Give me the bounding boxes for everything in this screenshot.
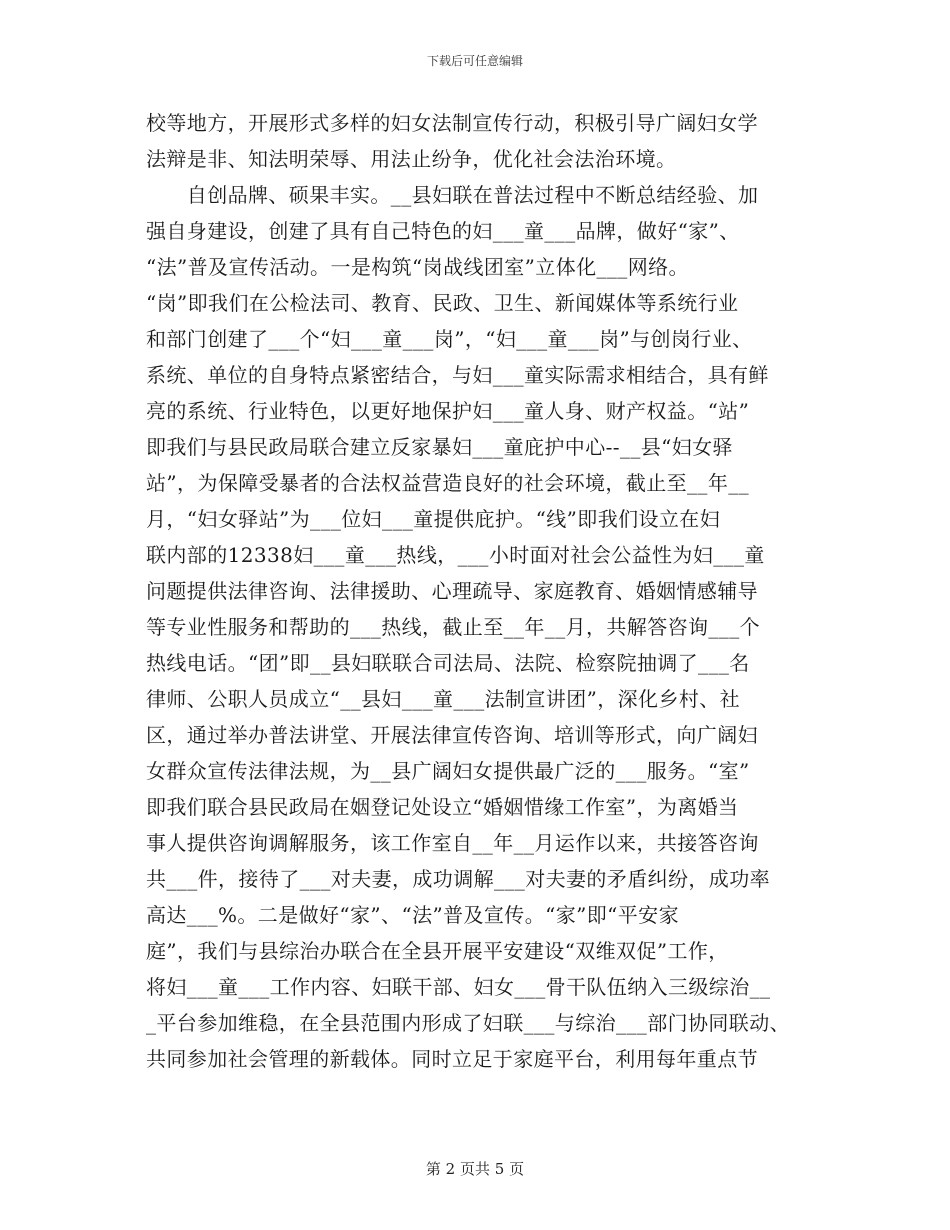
text-line: 强自身建设，创建了具有自己特色的妇___童___品牌，做好“家”、	[146, 219, 740, 243]
text-line: 亮的系统、行业特色，以更好地保护妇___童人身、财产权益。“站”	[146, 399, 750, 423]
text-line: “法”普及宣传活动。一是构筑“岗战线团室”立体化___网络。	[146, 255, 689, 279]
text-line: 将妇___童___工作内容、妇联干部、妇女___骨干队伍纳入三级综治__	[146, 975, 771, 999]
text-line: 律师、公职人员成立“__县妇___童___法制宣讲团”，深化乡村、社	[146, 687, 741, 711]
text-line: 站”，为保障受暴者的合法权益营造良好的社会环境，截止至__年__	[146, 471, 750, 495]
text-line: 高达___%。二是做好“家”、“法”普及宣传。“家”即“平安家	[146, 903, 679, 927]
text-line: 法辩是非、知法明荣辱、用法止纷争，优化社会法治环境。	[146, 147, 677, 171]
document-body	[146, 105, 806, 1077]
text-line: 事人提供咨询调解服务，该工作室自__年__月运作以来，共接答咨询	[146, 831, 759, 855]
text-line: 共同参加社会管理的新载体。同时立足于家庭平台，利用每年重点节	[146, 1047, 758, 1071]
page-number: 第 2 页共 5 页	[425, 1160, 525, 1178]
text-line: 即我们联合县民政局在姻登记处设立“婚姻惜缘工作室”，为离婚当	[146, 795, 739, 819]
text-line: “岗”即我们在公检法司、教育、民政、卫生、新闻媒体等系统行业	[146, 291, 739, 315]
text-line: 女群众宣传法律法规，为__县广阔妇女提供最广泛的___服务。“室”	[146, 759, 750, 783]
text-line: 校等地方，开展形式多样的妇女法制宣传行动，积极引导广阔妇女学	[146, 111, 758, 135]
text-line: 区，通过举办普法讲堂、开展法律宣传咨询、培训等形式，向广阔妇	[146, 723, 758, 747]
text-line: 月，“妇女驿站”为___位妇___童提供庇护。“线”即我们设立在妇	[146, 507, 721, 531]
text-line: 和部门创建了___个“妇___童___岗”，“妇___童___岗”与创岗行业、	[146, 327, 753, 351]
text-line: 问题提供法律咨询、法律援助、心理疏导、家庭教育、婚姻情感辅导	[146, 579, 758, 603]
page-header: 下载后可任意编辑	[426, 54, 523, 68]
text-line: _平台参加维稳，在全县范围内形成了妇联___与综治___部门协同联动、	[146, 1011, 790, 1035]
text-line: 联内部的12338妇___童___热线，___小时面对社会公益性为妇___童	[146, 543, 765, 567]
text-line: 系统、单位的自身特点紧密结合，与妇___童实际需求相结合，具有鲜	[146, 363, 769, 387]
text-line: 即我们与县民政局联合建立反家暴妇___童庇护中心--__县“妇女驿	[146, 435, 733, 459]
text-line: 自创品牌、硕果丰实。__县妇联在普法过程中不断总结经验、加	[146, 183, 759, 207]
text-line: 等专业性服务和帮助的___热线，截止至__年__月，共解答咨询___个	[146, 615, 760, 639]
text-line: 庭”，我们与县综治办联合在全县开展平安建设“双维双促”工作，	[146, 939, 729, 963]
text-line: 热线电话。“团”即__县妇联联合司法局、法院、检察院抽调了___名	[146, 651, 750, 675]
text-line: 共___件，接待了___对夫妻，成功调解___对夫妻的矛盾纠纷，成功率	[146, 867, 770, 891]
